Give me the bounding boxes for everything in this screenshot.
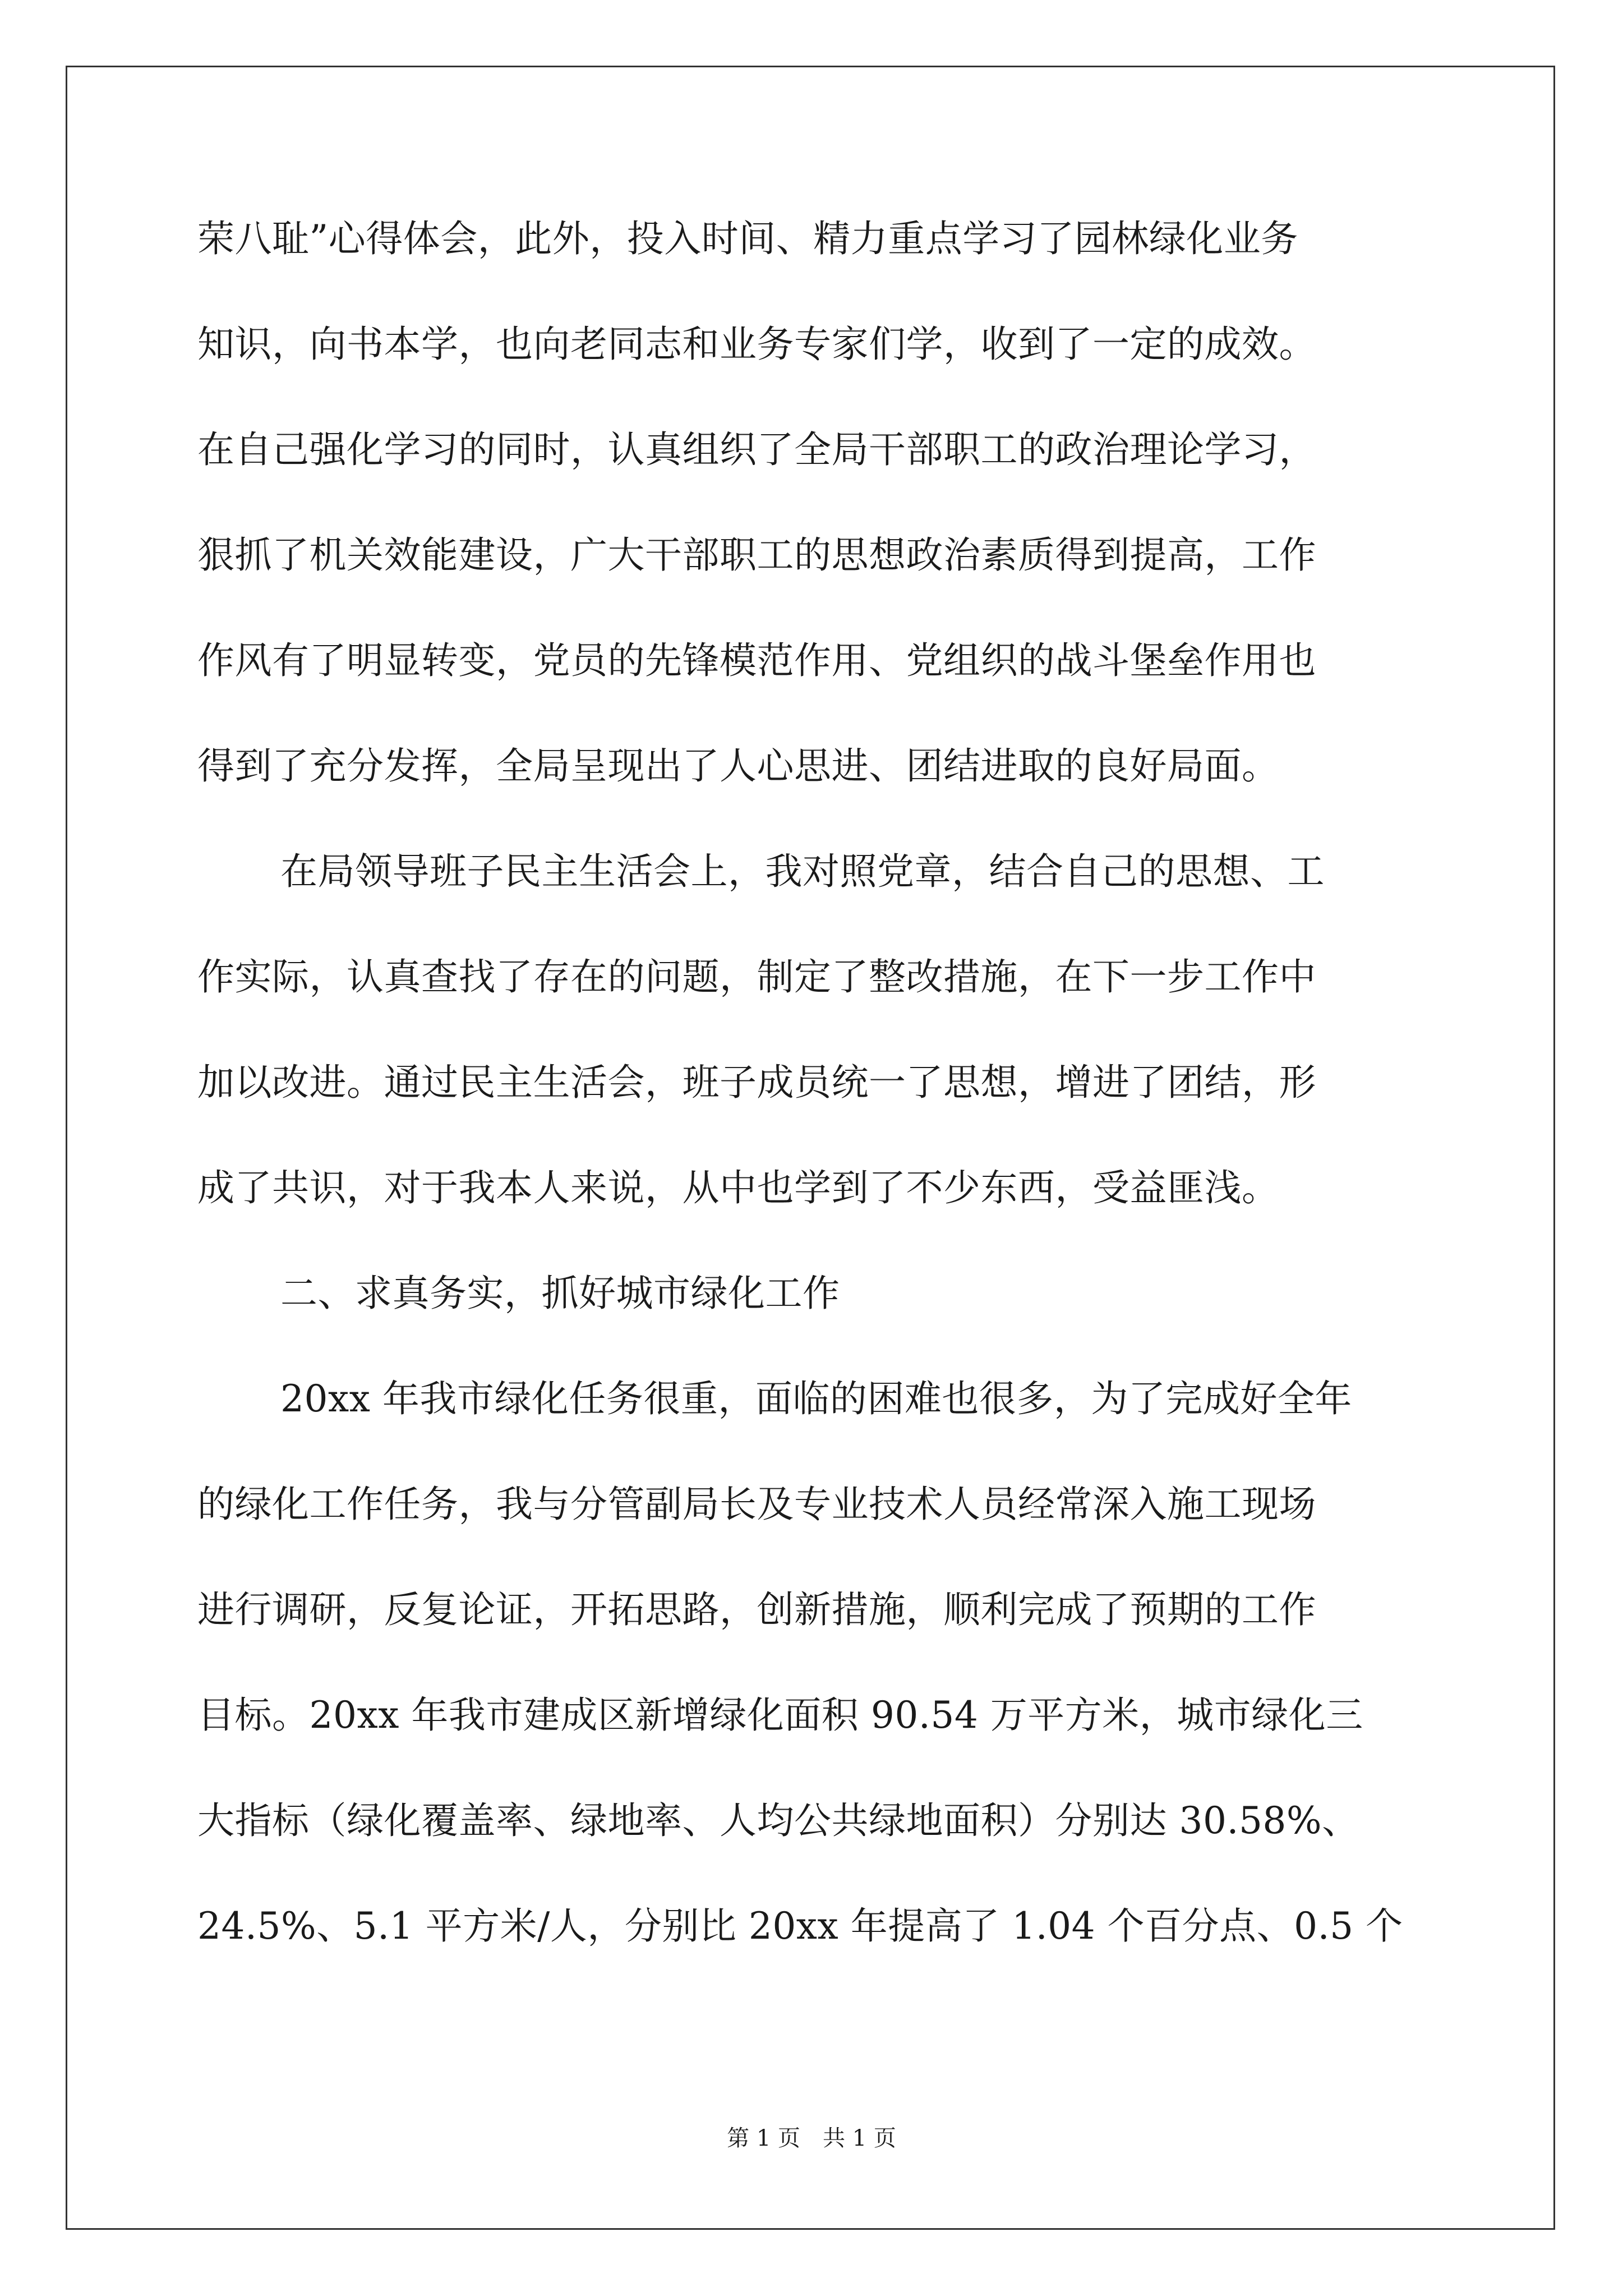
page-number-footer: 第 1 页 共 1 页 xyxy=(727,2125,896,2151)
text-line: 作风有了明显转变，党员的先锋模范作用、党组织的战斗堡垒作用也 xyxy=(197,639,1316,682)
text-line: 大指标（绿化覆盖率、绿地率、人均公共绿地面积）分别达 30.58%、 xyxy=(197,1799,1359,1842)
paragraph-start-line: 在局领导班子民主生活会上，我对照党章，结合自己的思想、工 xyxy=(280,850,1325,893)
paragraph-start-line: 20xx 年我市绿化任务很重，面临的困难也很多，为了完成好全年 xyxy=(280,1377,1352,1420)
text-line: 的绿化工作任务，我与分管副局长及专业技术人员经常深入施工现场 xyxy=(197,1483,1316,1526)
text-line: 在自己强化学习的同时，认真组织了全局干部职工的政治理论学习， xyxy=(197,428,1316,471)
text-line: 知识，向书本学，也向老同志和业务专家们学，收到了一定的成效。 xyxy=(197,323,1316,366)
text-line: 加以改进。通过民主生活会，班子成员统一了思想，增进了团结，形 xyxy=(197,1061,1316,1104)
text-line: 进行调研，反复论证，开拓思路，创新措施，顺利完成了预期的工作 xyxy=(197,1588,1316,1631)
text-line: 目标。20xx 年我市建成区新增绿化面积 90.54 万平方米，城市绿化三 xyxy=(197,1694,1363,1737)
section-heading: 二、求真务实，抓好城市绿化工作 xyxy=(280,1272,840,1315)
text-line: 作实际，认真查找了存在的问题，制定了整改措施，在下一步工作中 xyxy=(197,955,1316,999)
text-line: 得到了充分发挥，全局呈现出了人心思进、团结进取的良好局面。 xyxy=(197,744,1279,788)
text-line: 成了共识，对于我本人来说，从中也学到了不少东西，受益匪浅。 xyxy=(197,1166,1279,1209)
text-line: 24.5%、5.1 平方米/人，分别比 20xx 年提高了 1.04 个百分点、0.5 个 xyxy=(197,1904,1403,1948)
text-line: 荣八耻”心得体会，此外，投入时间、精力重点学习了园林绿化业务 xyxy=(197,217,1298,260)
text-line: 狠抓了机关效能建设，广大干部职工的思想政治素质得到提高，工作 xyxy=(197,533,1316,577)
